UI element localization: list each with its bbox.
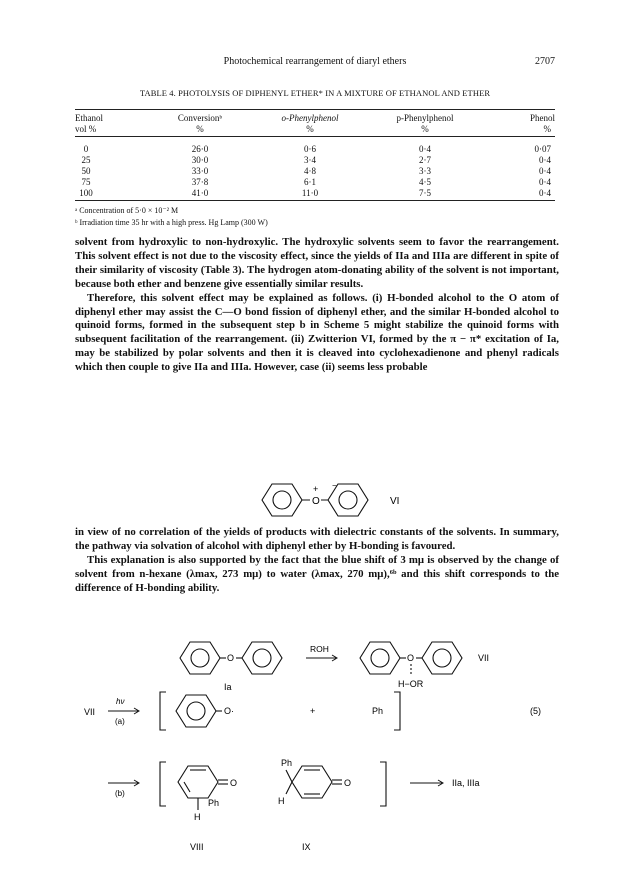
ix-phenyl: Ph — [281, 758, 293, 768]
table-row — [75, 188, 555, 199]
cell: 0·4 — [539, 188, 551, 198]
viii-phenyl: Ph — [208, 798, 220, 808]
table-header-row-1 — [75, 113, 555, 124]
structure-label-viii: VIII — [190, 842, 204, 852]
cell: 50 — [81, 166, 91, 176]
cell: 3·4 — [304, 155, 316, 165]
cell: 100 — [79, 188, 93, 198]
table-row — [75, 155, 555, 166]
cell: 26·0 — [191, 144, 209, 154]
ix-hydrogen: H — [278, 796, 285, 806]
bracket-right-b — [380, 762, 386, 806]
cell: 4·5 — [419, 177, 431, 187]
paragraph: This explanation is also supported by the fact that the blue shift of 3 mμ is observed by the change of solvent from n-hexane (λmax, 273 mμ) to water (λmax, 270 mμ),⁶ᵇ and this shift corresponds to the difference of H-bonding ability. — [75, 553, 559, 594]
phenoxy-radical — [176, 695, 222, 727]
step-a-hv: hν — [116, 697, 125, 706]
table-header-row-2 — [75, 124, 555, 135]
structure-label-vi: VI — [390, 496, 400, 507]
cell: 4·8 — [304, 166, 316, 176]
cell: 25 — [81, 155, 91, 165]
reagent-roh: ROH — [310, 644, 329, 654]
cell: 0·6 — [304, 144, 316, 154]
plus-sign: + — [310, 706, 316, 716]
benzene-ring-left — [262, 484, 302, 516]
footnote-b: ᵇ Irradiation time 35 hr with a high press. Hg Lamp (300 W) — [75, 218, 268, 227]
minus-charge: − — [332, 481, 337, 490]
col-unit: % — [306, 124, 314, 134]
plus-charge: + — [313, 484, 319, 494]
running-title: Photochemical rearrangement of diaryl ethers — [223, 56, 407, 67]
paragraph: solvent from hydroxylic to non-hydroxylic. The hydroxylic solvents seem to favor the rearrangement. This solvent effect is not due to the viscosity effect, since the yields of IIa and IIIa are different in spite of their similarity of viscosity (Table 3). The hydrogen atom-donating ability of the solvent is not important, because both ether and benzene give essentially similar results. — [75, 236, 559, 290]
table-caption: TABLE 4. PHOTOLYSIS OF DIPHENYL ETHER* IN A MIXTURE OF ETHANOL AND ETHER — [139, 88, 491, 98]
col-header: o-Phenylphenol — [281, 113, 339, 123]
col-header: Ethanol — [75, 113, 103, 123]
text-block-2 — [75, 526, 559, 596]
phenyl-radical: Ph — [372, 706, 384, 716]
cell: 37·8 — [191, 177, 209, 187]
cell: 0·4 — [539, 155, 551, 165]
ia-oxygen: O — [227, 653, 235, 663]
cell: 0 — [83, 144, 89, 154]
footnote-a: ᵃ Concentration of 5·0 × 10⁻² M — [75, 206, 179, 215]
cell: 3·3 — [419, 166, 431, 176]
structure-ix — [286, 766, 342, 798]
structure-label-ix: IX — [302, 842, 311, 852]
bracket-left-b — [160, 762, 166, 806]
structure-label-vii: VII — [478, 653, 490, 663]
text-block-1 — [75, 236, 559, 375]
ix-oxygen: O — [344, 778, 352, 788]
table-top-rule — [75, 109, 555, 110]
cell: 0·4 — [539, 177, 551, 187]
cell: 7·5 — [419, 188, 431, 198]
paragraph: in view of no correlation of the yields of products with dielectric constants of the solvents. In summary, the pathway via solvation of alcohol with diphenyl ether by H-bonding is favoured. — [75, 526, 559, 552]
table-header-rule — [75, 136, 555, 137]
step-b-tag: (b) — [115, 789, 125, 798]
col-unit: % — [421, 124, 429, 134]
table-row — [75, 144, 555, 155]
paragraph: Therefore, this solvent effect may be explained as follows. (i) H-bonded alcohol to the O atom of diphenyl ether may assist the C—O bond fission of diphenyl ether, and the similar H-bonded alcohol to quinoid forms, formed in the subsequent step b in Scheme 5 might stabilize the quinoid forms with subsequent facilitation of the rearrangement. (ii) Zwitterion VI, formed by the π − π* excitation of Ia, may be stabilized by polar solvents and then it is cleaved into cyclohexadienone and phenyl radicals which then couple to give IIa and IIIa. However, case (ii) seems less probable — [75, 291, 559, 374]
hbond-label: H−OR — [398, 679, 424, 689]
results-table — [75, 113, 555, 199]
table-row — [75, 166, 555, 177]
step-a-tag: (a) — [115, 717, 125, 726]
cell: 0·4 — [419, 144, 431, 154]
cell: 0·4 — [539, 166, 551, 176]
structure-viii — [178, 766, 228, 810]
col-header: Phenol — [529, 113, 555, 123]
bracket-left-a — [160, 692, 166, 730]
equation-number: (5) — [530, 706, 541, 716]
structure-vi — [250, 478, 430, 522]
oxygen-atom: O — [312, 496, 320, 507]
cell: 11·0 — [301, 188, 319, 198]
viii-hydrogen: H — [194, 812, 201, 822]
products-label: IIa, IIIa — [452, 778, 480, 788]
cell: 6·1 — [304, 177, 316, 187]
structure-label-ia: Ia — [224, 682, 232, 692]
page-number: 2707 — [535, 56, 555, 67]
reaction-scheme — [80, 630, 560, 870]
step-a-start: VII — [84, 707, 96, 717]
cell: 30·0 — [191, 155, 209, 165]
col-unit: % — [196, 124, 204, 134]
bracket-right-a — [394, 692, 400, 730]
cell: 2·7 — [419, 155, 431, 165]
col-unit: % — [543, 124, 551, 134]
cell: 33·0 — [191, 166, 209, 176]
cell: 41·0 — [191, 188, 209, 198]
col-unit: vol % — [75, 124, 97, 134]
table-bottom-rule — [75, 200, 555, 201]
viii-oxygen: O — [230, 778, 238, 788]
vii-oxygen: O — [407, 653, 415, 663]
cell: 75 — [81, 177, 91, 187]
table-row — [75, 177, 555, 188]
col-header: Conversionᵇ — [177, 113, 223, 123]
cell: 0·07 — [534, 144, 551, 154]
col-header: p-Phenylphenol — [396, 113, 454, 123]
phenoxy-label: O· — [224, 706, 234, 716]
